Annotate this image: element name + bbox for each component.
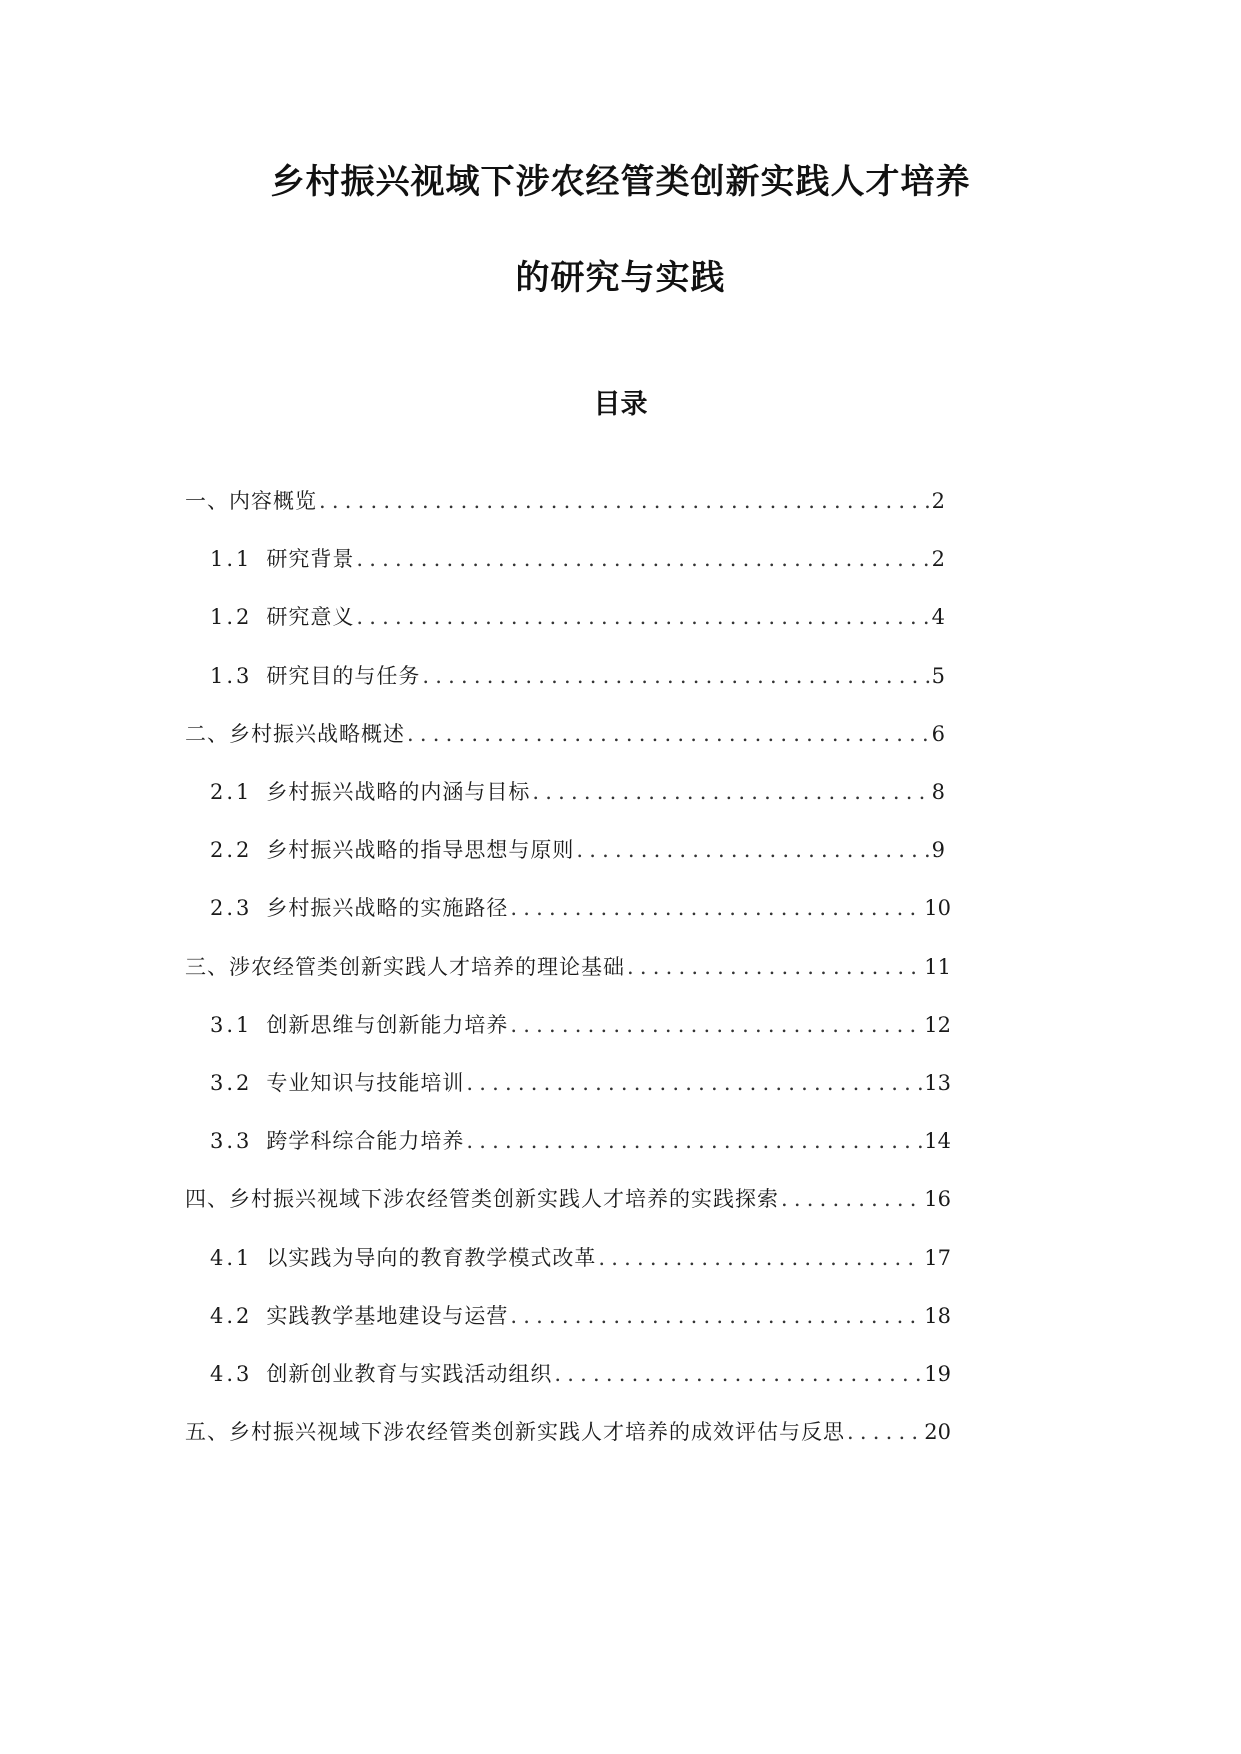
toc-entry[interactable] [185, 719, 945, 749]
toc-page-number: 17 [924, 1245, 951, 1270]
toc-entry-text: 一、内容概览 [185, 489, 317, 513]
toc-page-number: 9 [931, 838, 945, 863]
toc-entry[interactable] [210, 1301, 951, 1331]
toc-entry-text: 跨学科综合能力培养 [266, 1129, 465, 1154]
toc-entry-text: 五、乡村振兴视域下涉农经管类创新实践人才培养的成效评估与反思 [185, 1420, 845, 1445]
toc-entry-number: 4.3 [210, 1362, 253, 1386]
toc-entry[interactable] [210, 777, 945, 807]
toc-dot-leader [508, 893, 922, 923]
toc-entry[interactable] [210, 893, 951, 923]
toc-entry-text: 乡村振兴战略的指导思想与原则 [266, 838, 575, 863]
toc-dot-leader [420, 661, 929, 691]
toc-entry[interactable] [185, 486, 945, 516]
toc-entry-number: 2.1 [210, 780, 253, 804]
document-title-line-1: 乡村振兴视域下涉农经管类创新实践人才培养 [270, 162, 971, 202]
toc-dot-leader [354, 544, 929, 574]
toc-entry[interactable] [210, 835, 945, 865]
toc-entry-label [210, 544, 354, 574]
toc-entry-label [185, 486, 317, 516]
toc-entry-text: 乡村振兴战略的实施路径 [266, 896, 509, 921]
toc-page-number: 20 [924, 1420, 951, 1445]
toc-page-number: 12 [924, 1012, 951, 1037]
toc-entry-number: 1.1 [210, 547, 253, 572]
toc-entry-text: 创新思维与创新能力培养 [266, 1012, 509, 1037]
toc-entry[interactable] [210, 1010, 951, 1040]
toc-dot-leader [779, 1184, 922, 1214]
toc-entry-number: 3.1 [210, 1012, 253, 1037]
toc-entry-number: 4.1 [210, 1245, 253, 1270]
toc-entry-label [210, 777, 530, 807]
toc-page-number: 6 [931, 721, 945, 746]
toc-entry-number: 4.2 [210, 1303, 253, 1328]
toc-entry-text: 研究目的与任务 [266, 663, 421, 688]
toc-page-number: 14 [924, 1129, 951, 1154]
toc-entry-text: 创新创业教育与实践活动组织 [266, 1362, 553, 1386]
toc-entry-label [210, 661, 420, 691]
toc-page-number: 13 [924, 1071, 951, 1095]
toc-page-number: 16 [924, 1187, 951, 1212]
toc-entry-number: 3.3 [210, 1129, 253, 1154]
toc-dot-leader [508, 1010, 922, 1040]
toc-page-number: 8 [931, 780, 945, 804]
toc-page-number: 19 [924, 1362, 951, 1386]
toc-entry[interactable] [185, 1184, 951, 1214]
toc-dot-leader [354, 602, 929, 632]
toc-entry-label [210, 602, 354, 632]
toc-dot-leader [508, 1301, 922, 1331]
toc-entry-text: 研究意义 [266, 605, 355, 630]
toc-page-number: 18 [924, 1303, 951, 1328]
toc-dot-leader [464, 1068, 922, 1098]
toc-entry-label [185, 719, 405, 749]
toc-dot-leader [845, 1417, 922, 1447]
toc-entry-number: 3.2 [210, 1071, 253, 1095]
toc-entry-number: 2.2 [210, 838, 253, 863]
toc-dot-leader [596, 1243, 922, 1273]
toc-entry-text: 实践教学基地建设与运营 [266, 1303, 509, 1328]
toc-entry[interactable] [210, 1068, 951, 1098]
toc-entry-text: 三、涉农经管类创新实践人才培养的理论基础 [185, 954, 625, 979]
toc-entry-number: 2.3 [210, 896, 253, 921]
toc-dot-leader [552, 1359, 922, 1389]
toc-entry-text: 乡村振兴战略的内涵与目标 [266, 780, 531, 804]
toc-entry[interactable] [185, 952, 951, 982]
toc-entry-label [210, 1068, 464, 1098]
toc-entry-label [210, 1359, 552, 1389]
toc-entry-label [210, 1301, 508, 1331]
toc-dot-leader [405, 719, 930, 749]
toc-page-number: 10 [924, 896, 951, 921]
toc-entry-label [185, 952, 625, 982]
toc-dot-leader [574, 835, 929, 865]
toc-entry-label [210, 893, 508, 923]
toc-entry[interactable] [210, 1359, 951, 1389]
toc-page-number: 5 [931, 663, 945, 688]
toc-entry-label [210, 1126, 464, 1156]
toc-dot-leader [625, 952, 922, 982]
toc-entry-text: 以实践为导向的教育教学模式改革 [266, 1245, 597, 1270]
toc-page-number: 2 [931, 547, 945, 572]
toc-entry[interactable] [210, 1243, 951, 1273]
toc-entry-label [210, 1243, 596, 1273]
toc-entry-text: 研究背景 [266, 547, 355, 572]
toc-entry-text: 专业知识与技能培训 [266, 1071, 465, 1095]
toc-entry-text: 四、乡村振兴视域下涉农经管类创新实践人才培养的实践探索 [185, 1187, 779, 1212]
toc-entry[interactable] [185, 1417, 951, 1447]
toc-dot-leader [530, 777, 929, 807]
toc-entry-label [210, 1010, 508, 1040]
toc-dot-leader [464, 1126, 922, 1156]
document-title-line-2: 的研究与实践 [515, 258, 726, 298]
toc-entry-label [185, 1417, 845, 1447]
toc-page-number: 2 [931, 489, 945, 513]
toc-entry[interactable] [210, 544, 945, 574]
toc-entry-label [210, 835, 574, 865]
toc-entry[interactable] [210, 602, 945, 632]
toc-page-number: 4 [931, 605, 945, 630]
toc-entry-label [185, 1184, 779, 1214]
toc-entry[interactable] [210, 1126, 951, 1156]
toc-entry-number: 1.3 [210, 663, 253, 688]
toc-dot-leader [317, 486, 930, 516]
toc-entry-number: 1.2 [210, 605, 253, 630]
toc-page-number: 11 [924, 954, 951, 979]
toc-heading: 目录 [593, 389, 648, 420]
toc-entry-text: 二、乡村振兴战略概述 [185, 721, 405, 746]
toc-entry[interactable] [210, 661, 945, 691]
